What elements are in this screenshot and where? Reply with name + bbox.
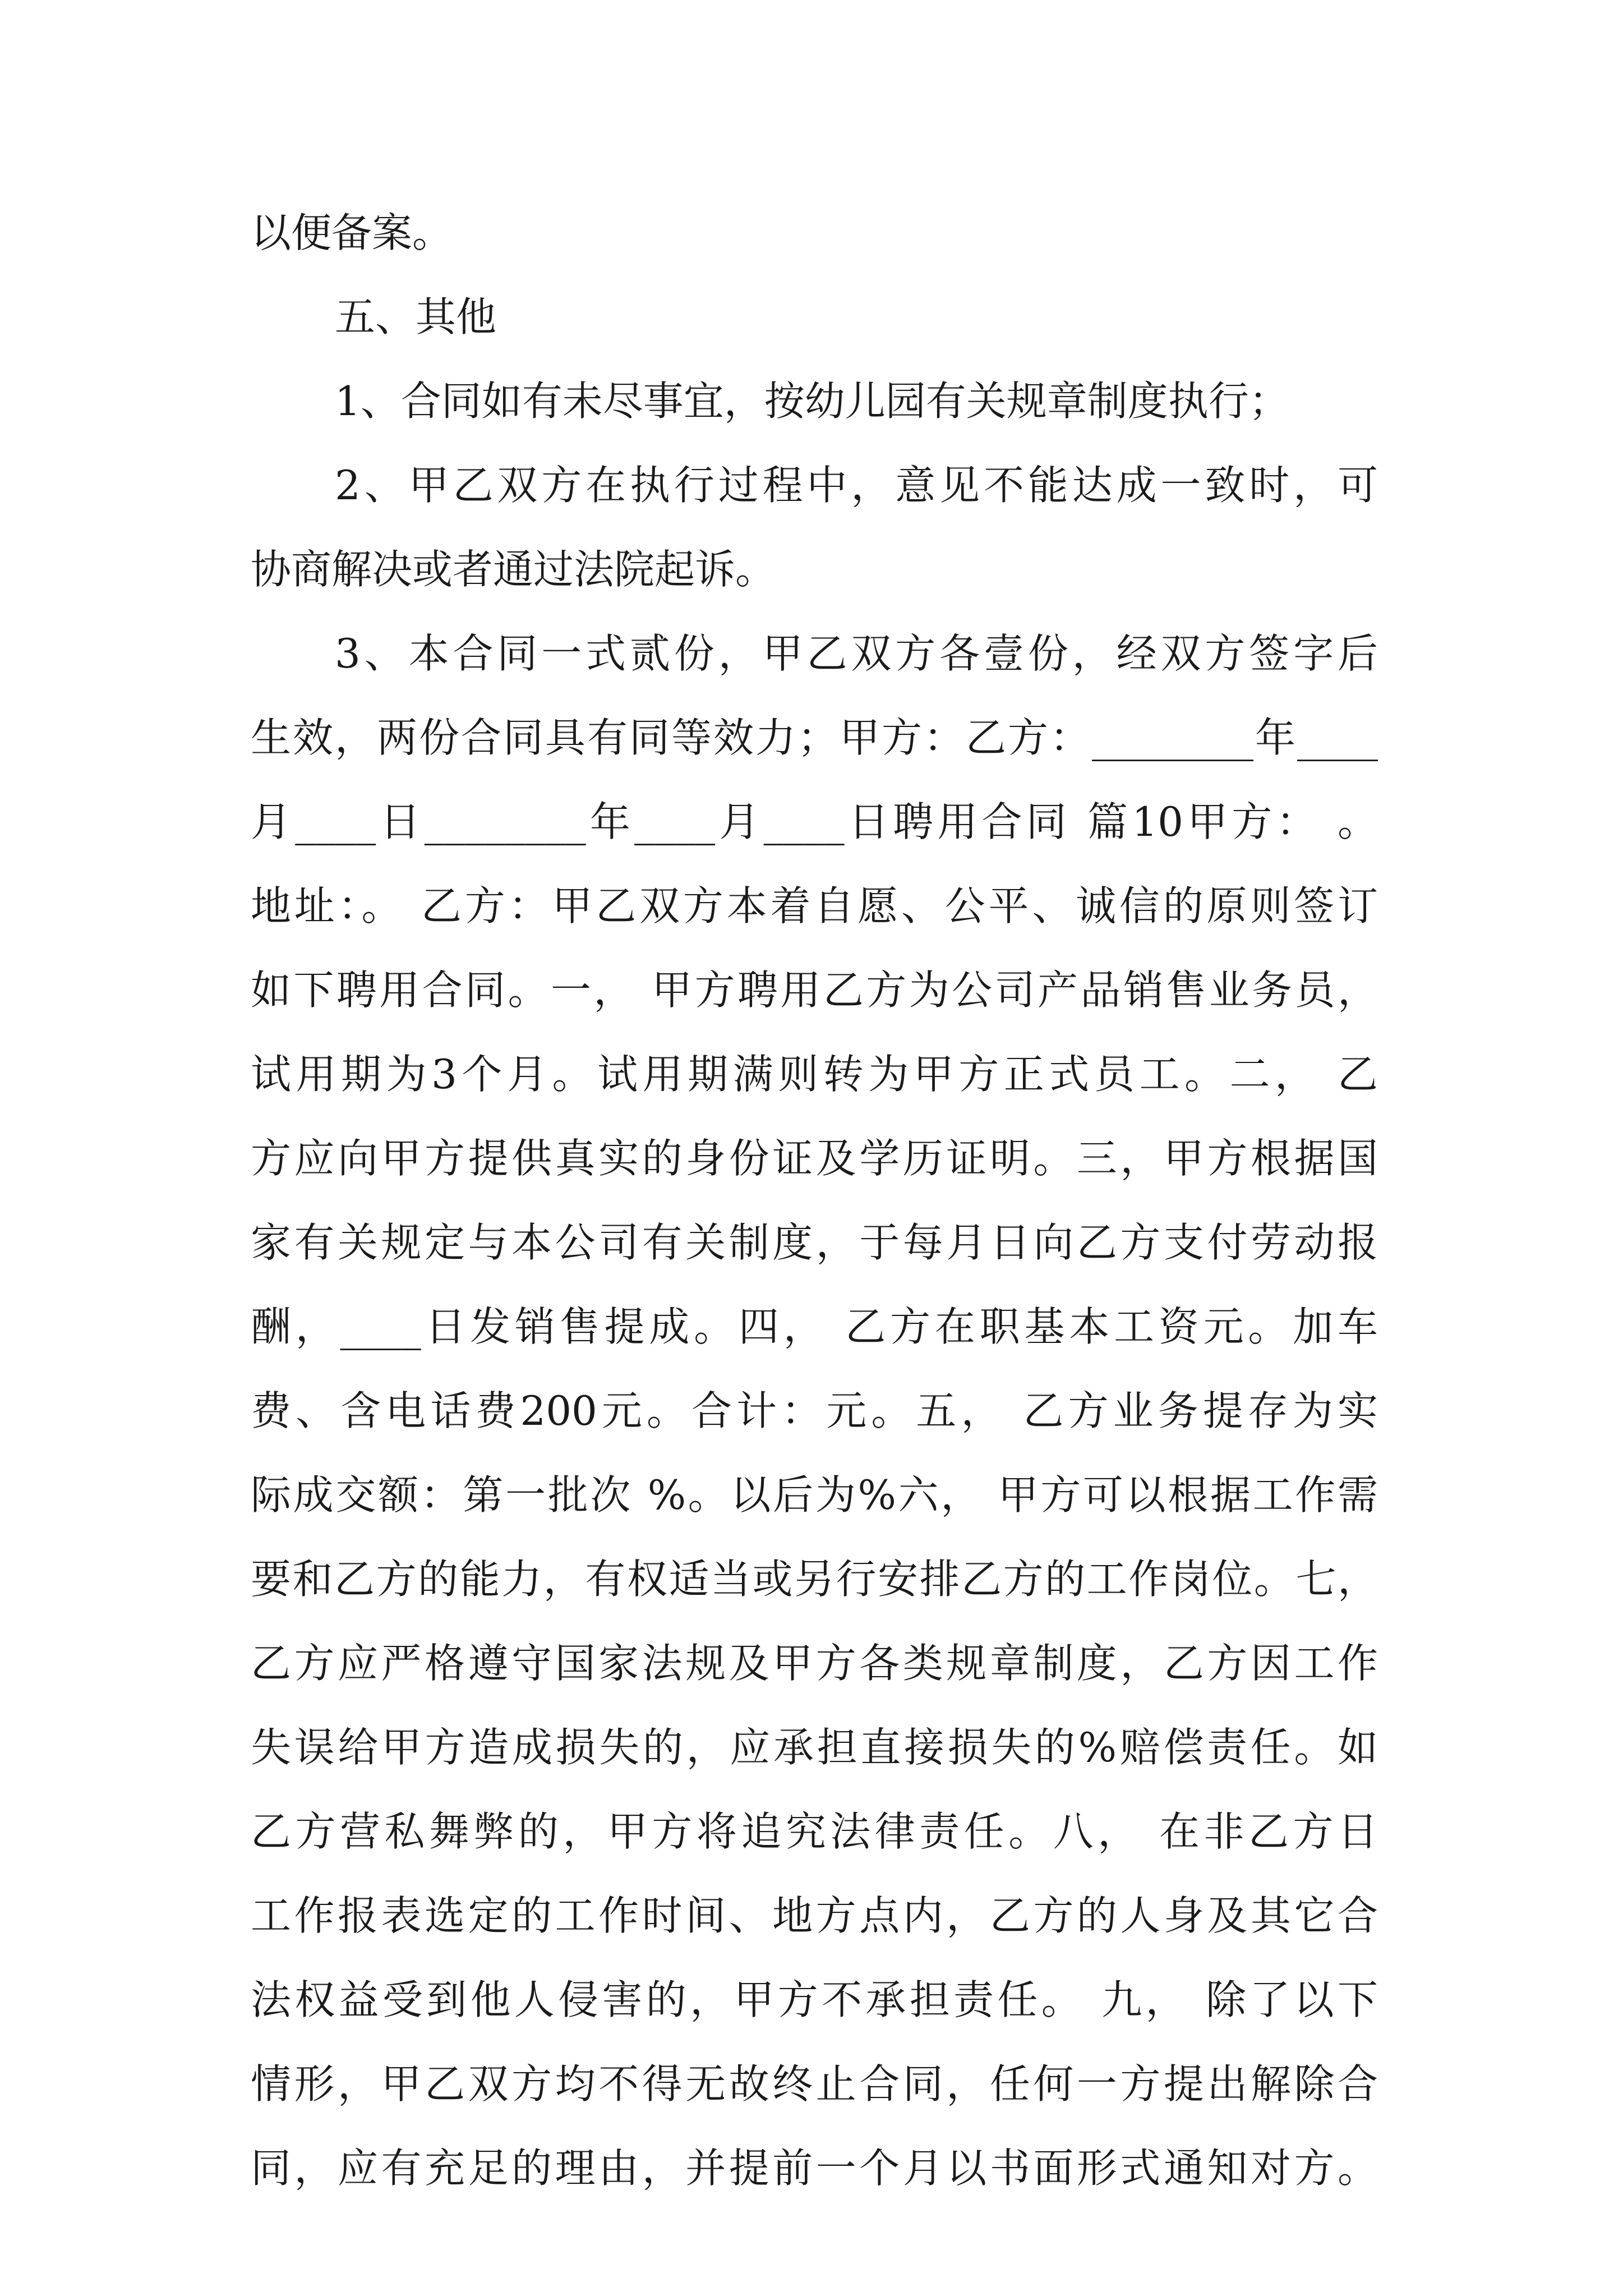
text-line-22: 法权益受到他人侵害的，甲方不承担责任。 九， 除了以下 <box>251 1976 1378 2023</box>
text-line-17: 要和乙方的能力，有权适当或另行安排乙方的工作岗位。七， <box>251 1556 1378 1603</box>
text-line-16: 际成交额：第一批次 %。以后为%六， 甲方可以根据工作需 <box>251 1471 1378 1519</box>
text-line-21: 工作报表选定的工作时间、地方点内，乙方的人身及其它合 <box>251 1892 1378 1939</box>
text-line-14: 酬，____日发销售提成。四， 乙方在职基本工资元。加车 <box>251 1303 1378 1350</box>
text-line-20: 乙方营私舞弊的，甲方将追究法律责任。八， 在非乙方日 <box>251 1808 1378 1855</box>
text-line-12: 方应向甲方提供真实的身份证及学历证明。三，甲方根据国 <box>251 1135 1378 1182</box>
text-line-6: 3、本合同一式贰份，甲乙双方各壹份，经双方签字后 <box>335 630 1378 677</box>
text-line-7: 生效，两份合同具有同等效力；甲方：乙方：________年____ <box>251 714 1378 761</box>
text-line-18: 乙方应严格遵守国家法规及甲方各类规章制度，乙方因工作 <box>251 1640 1378 1687</box>
text-line-1: 以便备案。 <box>251 209 453 256</box>
text-line-8: 月____日________年____月____日聘用合同 篇10甲方： 。 <box>251 798 1378 845</box>
text-line-4: 2、甲乙双方在执行过程中，意见不能达成一致时，可 <box>335 462 1378 509</box>
text-line-3: 1、合同如有未尽事宜，按幼儿园有关规章制度执行； <box>335 378 1289 425</box>
text-line-24: 同，应有充足的理由，并提前一个月以书面形式通知对方。 <box>251 2145 1378 2192</box>
text-line-11: 试用期为3个月。试用期满则转为甲方正式员工。二， 乙 <box>251 1051 1378 1098</box>
text-line-9: 地址：。 乙方：甲乙双方本着自愿、公平、诚信的原则签订 <box>251 882 1378 930</box>
text-line-19: 失误给甲方造成损失的，应承担直接损失的%赔偿责任。如 <box>251 1724 1378 1771</box>
text-line-15: 费、含电话费200元。合计：元。五， 乙方业务提存为实 <box>251 1387 1378 1434</box>
text-line-23: 情形，甲乙双方均不得无故终止合同，任何一方提出解除合 <box>251 2060 1378 2108</box>
text-line-5: 协商解决或者通过法院起诉。 <box>251 546 776 593</box>
text-line-13: 家有关规定与本公司有关制度，于每月日向乙方支付劳动报 <box>251 1219 1378 1266</box>
section-heading: 五、其他 <box>335 293 497 341</box>
text-line-10: 如下聘用合同。一， 甲方聘用乙方为公司产品销售业务员， <box>251 967 1378 1014</box>
